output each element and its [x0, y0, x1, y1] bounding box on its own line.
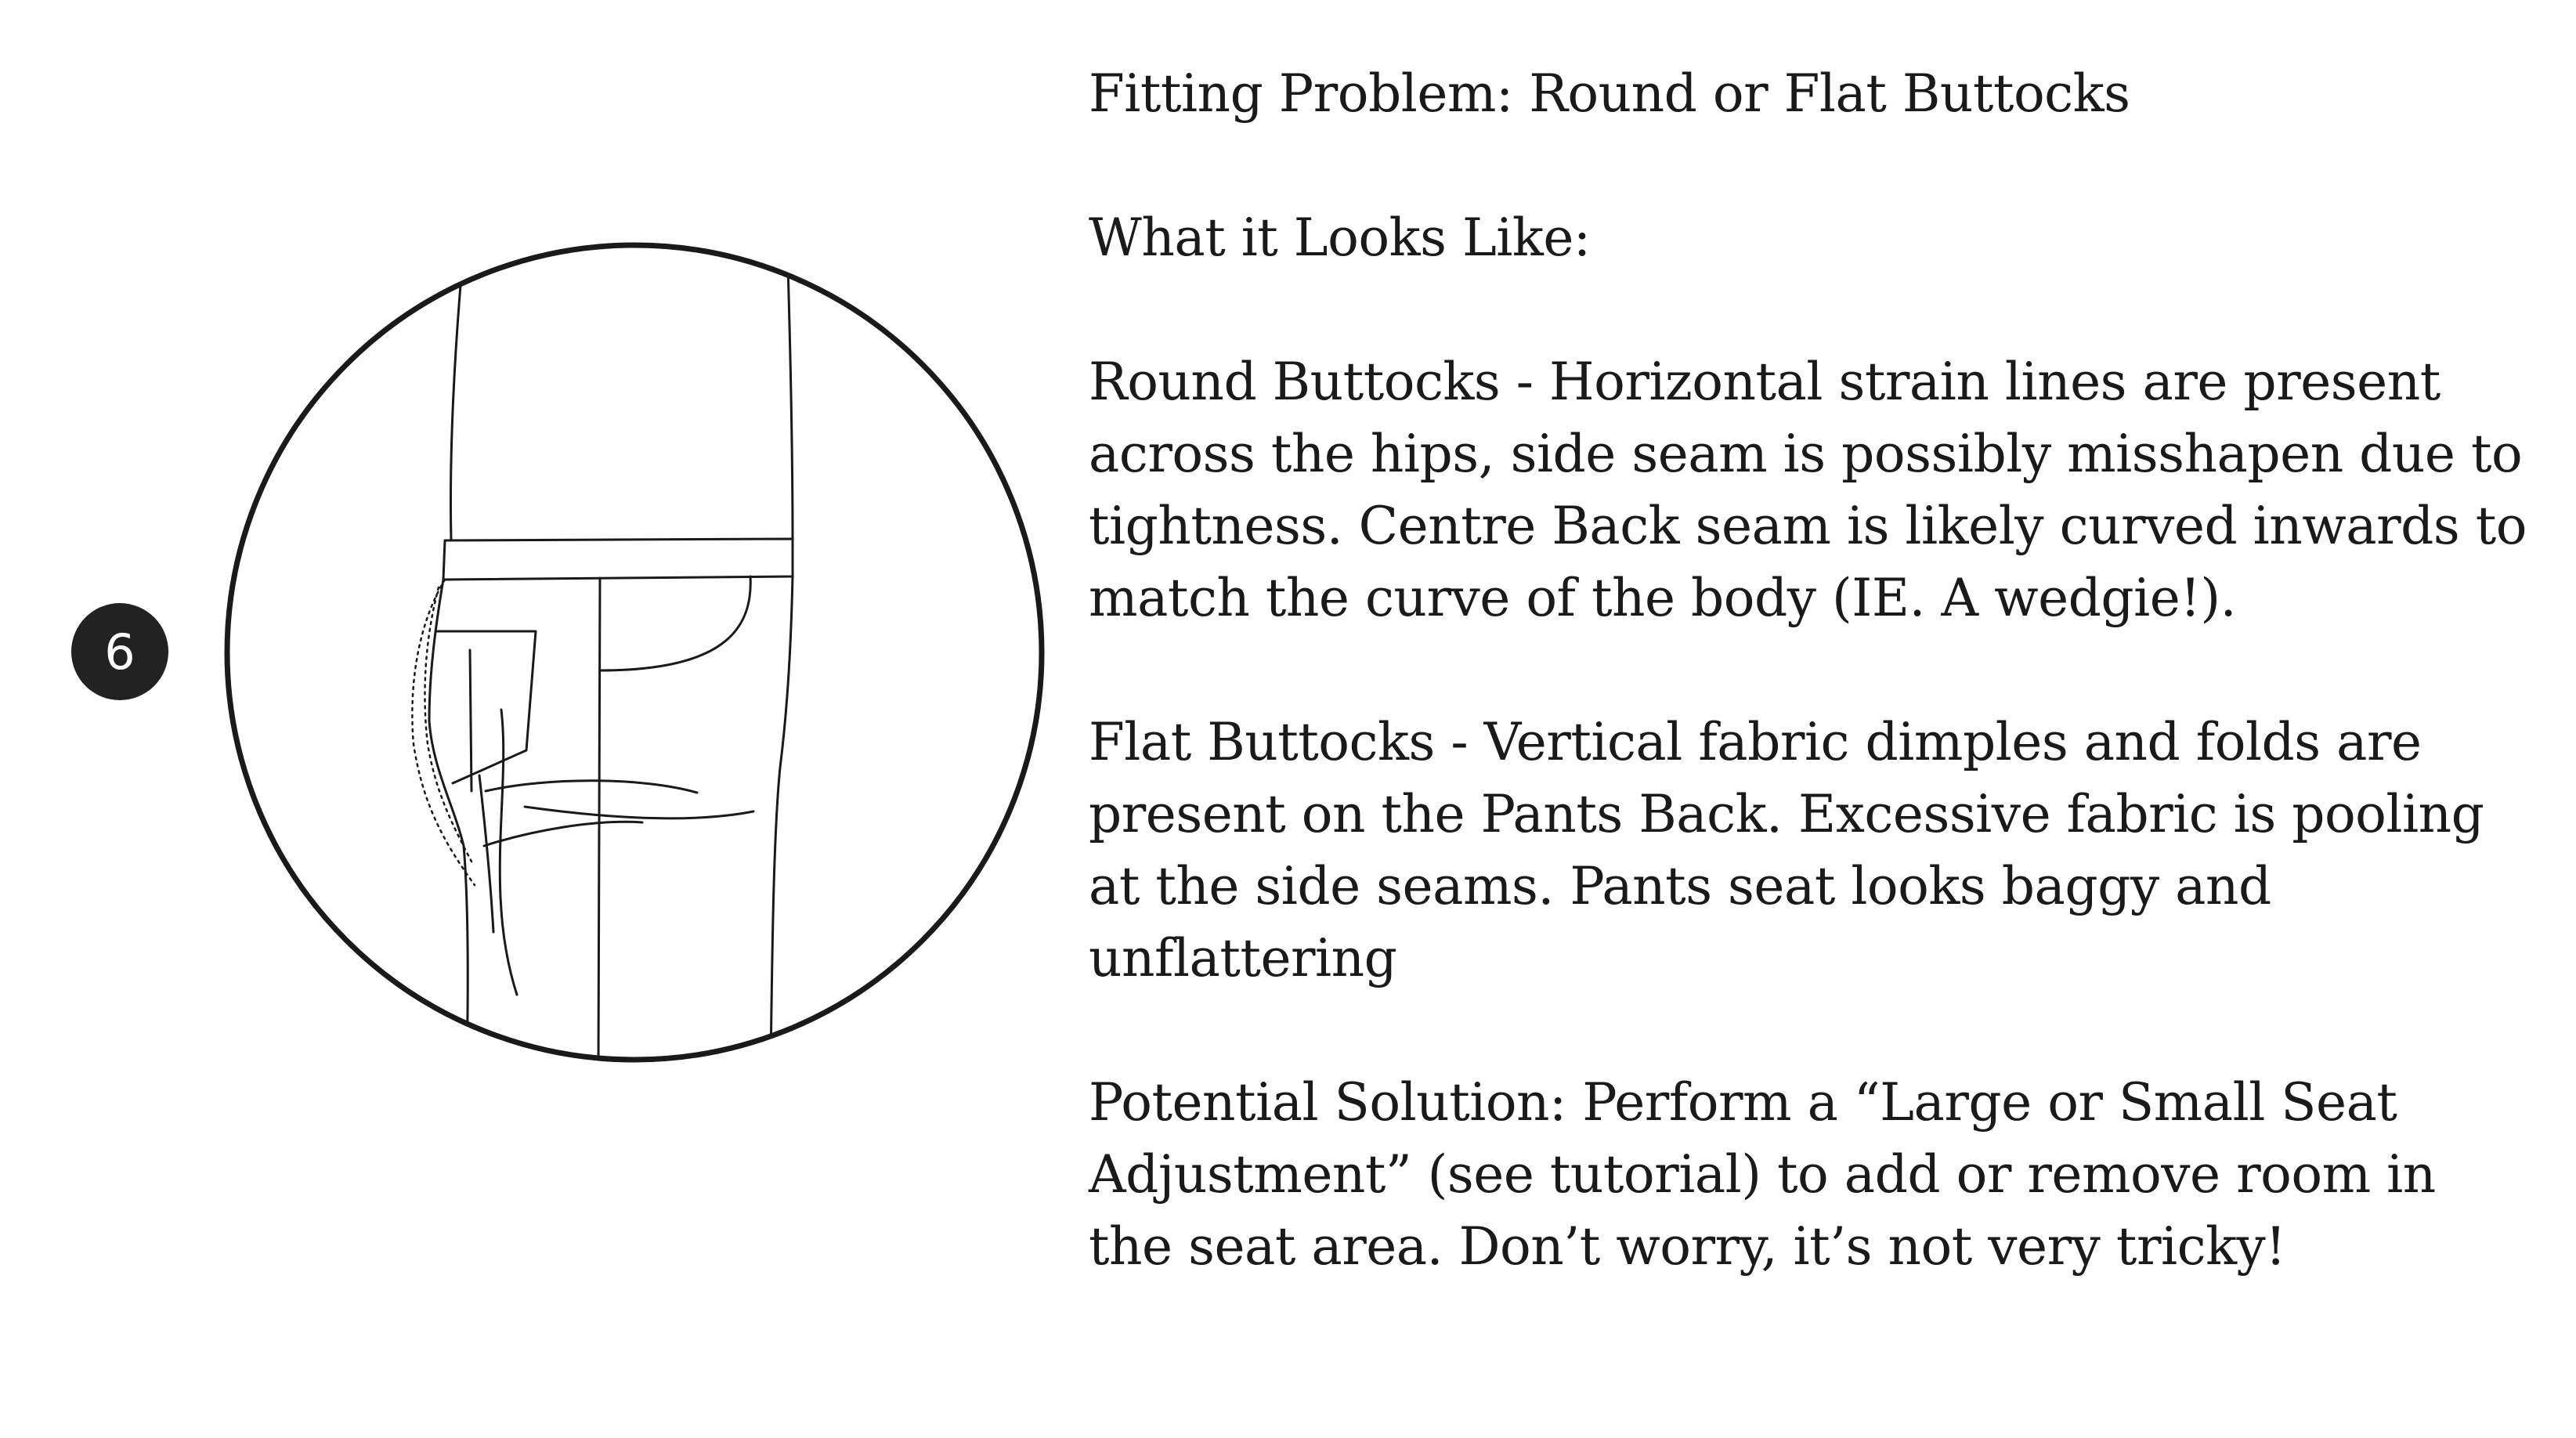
step-number-badge: 6	[71, 603, 168, 700]
round-buttocks-paragraph: Round Buttocks - Horizontal strain lines are present across the hips, side seam is possibly misshapen due to tightness. Centre Back seam is likely curved inwards to match the curve of the body (IE. A wedgie!).	[1089, 352, 2527, 628]
pants-back-illustration	[211, 227, 1057, 1081]
potential-solution-paragraph: Potential Solution: Perform a “Large or Small Seat Adjustment” (see tutorial) to add or remove room in the seat area. Don’t worry, it’s not very tricky!	[1089, 1072, 2436, 1277]
strain-line	[486, 781, 697, 793]
adjusted-seam-dotted	[412, 580, 475, 885]
waistband	[443, 539, 793, 580]
right-side-seam	[771, 576, 793, 1065]
body-right-outline	[788, 266, 793, 540]
left-pocket	[435, 631, 536, 783]
flat-buttocks-paragraph: Flat Buttocks - Vertical fabric dimples and folds are present on the Pants Back. Excessive fabric is pooling at the side seams. Pants seat looks baggy and unflattering	[1089, 712, 2484, 988]
what-it-looks-like-heading: What it Looks Like:	[1089, 208, 1591, 268]
fitting-problem-title: Fitting Problem: Round or Flat Buttocks	[1089, 63, 2130, 124]
strain-line	[525, 807, 753, 818]
adjusted-seam-dotted	[425, 587, 471, 862]
strain-line	[479, 775, 493, 932]
centre-back-seam	[598, 578, 600, 1065]
detail-circle	[227, 245, 1042, 1060]
strain-line	[500, 710, 517, 995]
strain-line	[484, 822, 642, 846]
body-left-outline	[451, 266, 462, 540]
right-pocket	[600, 576, 750, 670]
fitting-notes	[1089, 58, 2530, 1283]
left-side-seam	[429, 580, 468, 1065]
